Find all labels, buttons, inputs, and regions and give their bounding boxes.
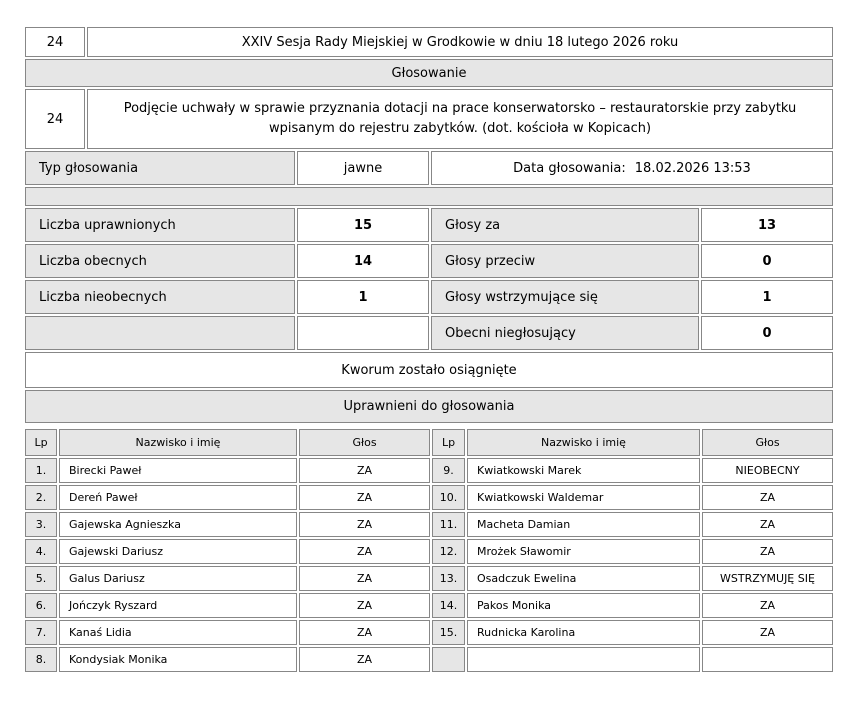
present-not-voting-value: 0 — [701, 316, 833, 350]
vote-type-label: Typ głosowania — [25, 151, 295, 185]
voter-lp: 15. — [432, 620, 465, 645]
votes-against-value: 0 — [701, 244, 833, 278]
col-header-name-right: Nazwisko i imię — [467, 429, 700, 456]
voter-vote: ZA — [299, 512, 430, 537]
vote-date-cell — [431, 151, 833, 185]
vote-type-value: jawne — [297, 151, 429, 185]
voter-row — [25, 593, 833, 618]
vote-type-row — [25, 151, 833, 185]
voter-name — [467, 647, 700, 672]
agenda-item-row — [25, 89, 833, 149]
session-title-cell: XXIV Sesja Rady Miejskiej w Grodkowie w dniu 18 lutego 2026 roku — [87, 27, 833, 57]
voter-vote: ZA — [702, 593, 833, 618]
empty-summary-value — [297, 316, 429, 350]
votes-against-label: Głosy przeciw — [431, 244, 699, 278]
session-header-row — [25, 27, 833, 57]
voter-name: Macheta Damian — [467, 512, 700, 537]
voter-lp: 8. — [25, 647, 57, 672]
voter-lp: 14. — [432, 593, 465, 618]
voter-lp: 10. — [432, 485, 465, 510]
voter-vote: ZA — [299, 593, 430, 618]
voter-name: Galus Dariusz — [59, 566, 297, 591]
voter-vote: ZA — [702, 485, 833, 510]
voter-lp: 13. — [432, 566, 465, 591]
eligible-header-text: Uprawnieni do głosowania — [25, 390, 833, 423]
voter-vote: ZA — [299, 539, 430, 564]
present-not-voting-label: Obecni niegłosujący — [431, 316, 699, 350]
summary-row — [25, 280, 833, 314]
abstain-votes-value: 1 — [701, 280, 833, 314]
voter-name: Pakos Monika — [467, 593, 700, 618]
voter-name: Birecki Paweł — [59, 458, 297, 483]
voter-row — [25, 485, 833, 510]
quorum-row — [25, 352, 833, 388]
voter-name: Rudnicka Karolina — [467, 620, 700, 645]
voter-lp: 5. — [25, 566, 57, 591]
abstain-votes-label: Głosy wstrzymujące się — [431, 280, 699, 314]
voter-vote — [702, 647, 833, 672]
voter-row — [25, 539, 833, 564]
session-number-cell: 24 — [25, 27, 85, 57]
voter-name: Kwiatkowski Marek — [467, 458, 700, 483]
voter-vote: ZA — [299, 620, 430, 645]
voter-name: Jończyk Ryszard — [59, 593, 297, 618]
voter-lp: 9. — [432, 458, 465, 483]
voting-section-row — [25, 59, 833, 87]
voter-name: Mrożek Sławomir — [467, 539, 700, 564]
voter-row — [25, 620, 833, 645]
col-header-vote-right: Głos — [702, 429, 833, 456]
eligible-count-value: 15 — [297, 208, 429, 242]
voter-vote: ZA — [299, 566, 430, 591]
voter-lp: 4. — [25, 539, 57, 564]
absent-count-label: Liczba nieobecnych — [25, 280, 295, 314]
voter-lp: 7. — [25, 620, 57, 645]
item-number-cell: 24 — [25, 89, 85, 149]
voter-vote: ZA — [702, 539, 833, 564]
voter-vote: ZA — [702, 620, 833, 645]
voter-name: Gajewski Dariusz — [59, 539, 297, 564]
voter-vote: ZA — [299, 647, 430, 672]
present-count-label: Liczba obecnych — [25, 244, 295, 278]
voter-vote: WSTRZYMUJĘ SIĘ — [702, 566, 833, 591]
voter-row — [25, 647, 833, 672]
voters-header-row — [25, 429, 833, 456]
present-count-value: 14 — [297, 244, 429, 278]
voter-lp: 12. — [432, 539, 465, 564]
summary-row — [25, 208, 833, 242]
voter-lp — [432, 647, 465, 672]
voter-name: Dereń Paweł — [59, 485, 297, 510]
voter-row — [25, 566, 833, 591]
eligible-count-label: Liczba uprawnionych — [25, 208, 295, 242]
votes-for-label: Głosy za — [431, 208, 699, 242]
summary-row — [25, 316, 833, 350]
voter-vote: ZA — [299, 485, 430, 510]
voter-lp: 1. — [25, 458, 57, 483]
vote-date-value: 18.02.2026 13:53 — [634, 160, 751, 176]
voter-name: Osadczuk Ewelina — [467, 566, 700, 591]
voter-name: Kanaś Lidia — [59, 620, 297, 645]
voter-vote: NIEOBECNY — [702, 458, 833, 483]
voter-lp: 2. — [25, 485, 57, 510]
separator-band-row — [25, 187, 833, 206]
voter-vote: ZA — [702, 512, 833, 537]
voter-name: Kondysiak Monika — [59, 647, 297, 672]
col-header-vote-left: Głos — [299, 429, 430, 456]
voting-protocol-document — [25, 27, 833, 672]
voter-lp: 6. — [25, 593, 57, 618]
absent-count-value: 1 — [297, 280, 429, 314]
votes-for-value: 13 — [701, 208, 833, 242]
quorum-text: Kworum zostało osiągnięte — [25, 352, 833, 388]
voter-name: Gajewska Agnieszka — [59, 512, 297, 537]
col-header-lp-left: Lp — [25, 429, 57, 456]
voter-vote: ZA — [299, 458, 430, 483]
eligible-header-row — [25, 390, 833, 423]
item-title-cell: Podjęcie uchwały w sprawie przyznania dotacji na prace konserwatorsko – restauratorskie przy zabytku wpisanym do rejestru zabytków. (dot. kościoła w Kopicach) — [87, 89, 833, 149]
voter-name: Kwiatkowski Waldemar — [467, 485, 700, 510]
voting-section-title: Głosowanie — [25, 59, 833, 87]
separator-band — [25, 187, 833, 206]
voter-lp: 11. — [432, 512, 465, 537]
voter-lp: 3. — [25, 512, 57, 537]
empty-summary-label — [25, 316, 295, 350]
voter-row — [25, 512, 833, 537]
voter-row — [25, 458, 833, 483]
col-header-lp-right: Lp — [432, 429, 465, 456]
col-header-name-left: Nazwisko i imię — [59, 429, 297, 456]
summary-row — [25, 244, 833, 278]
vote-date-label: Data głosowania: — [513, 160, 626, 176]
